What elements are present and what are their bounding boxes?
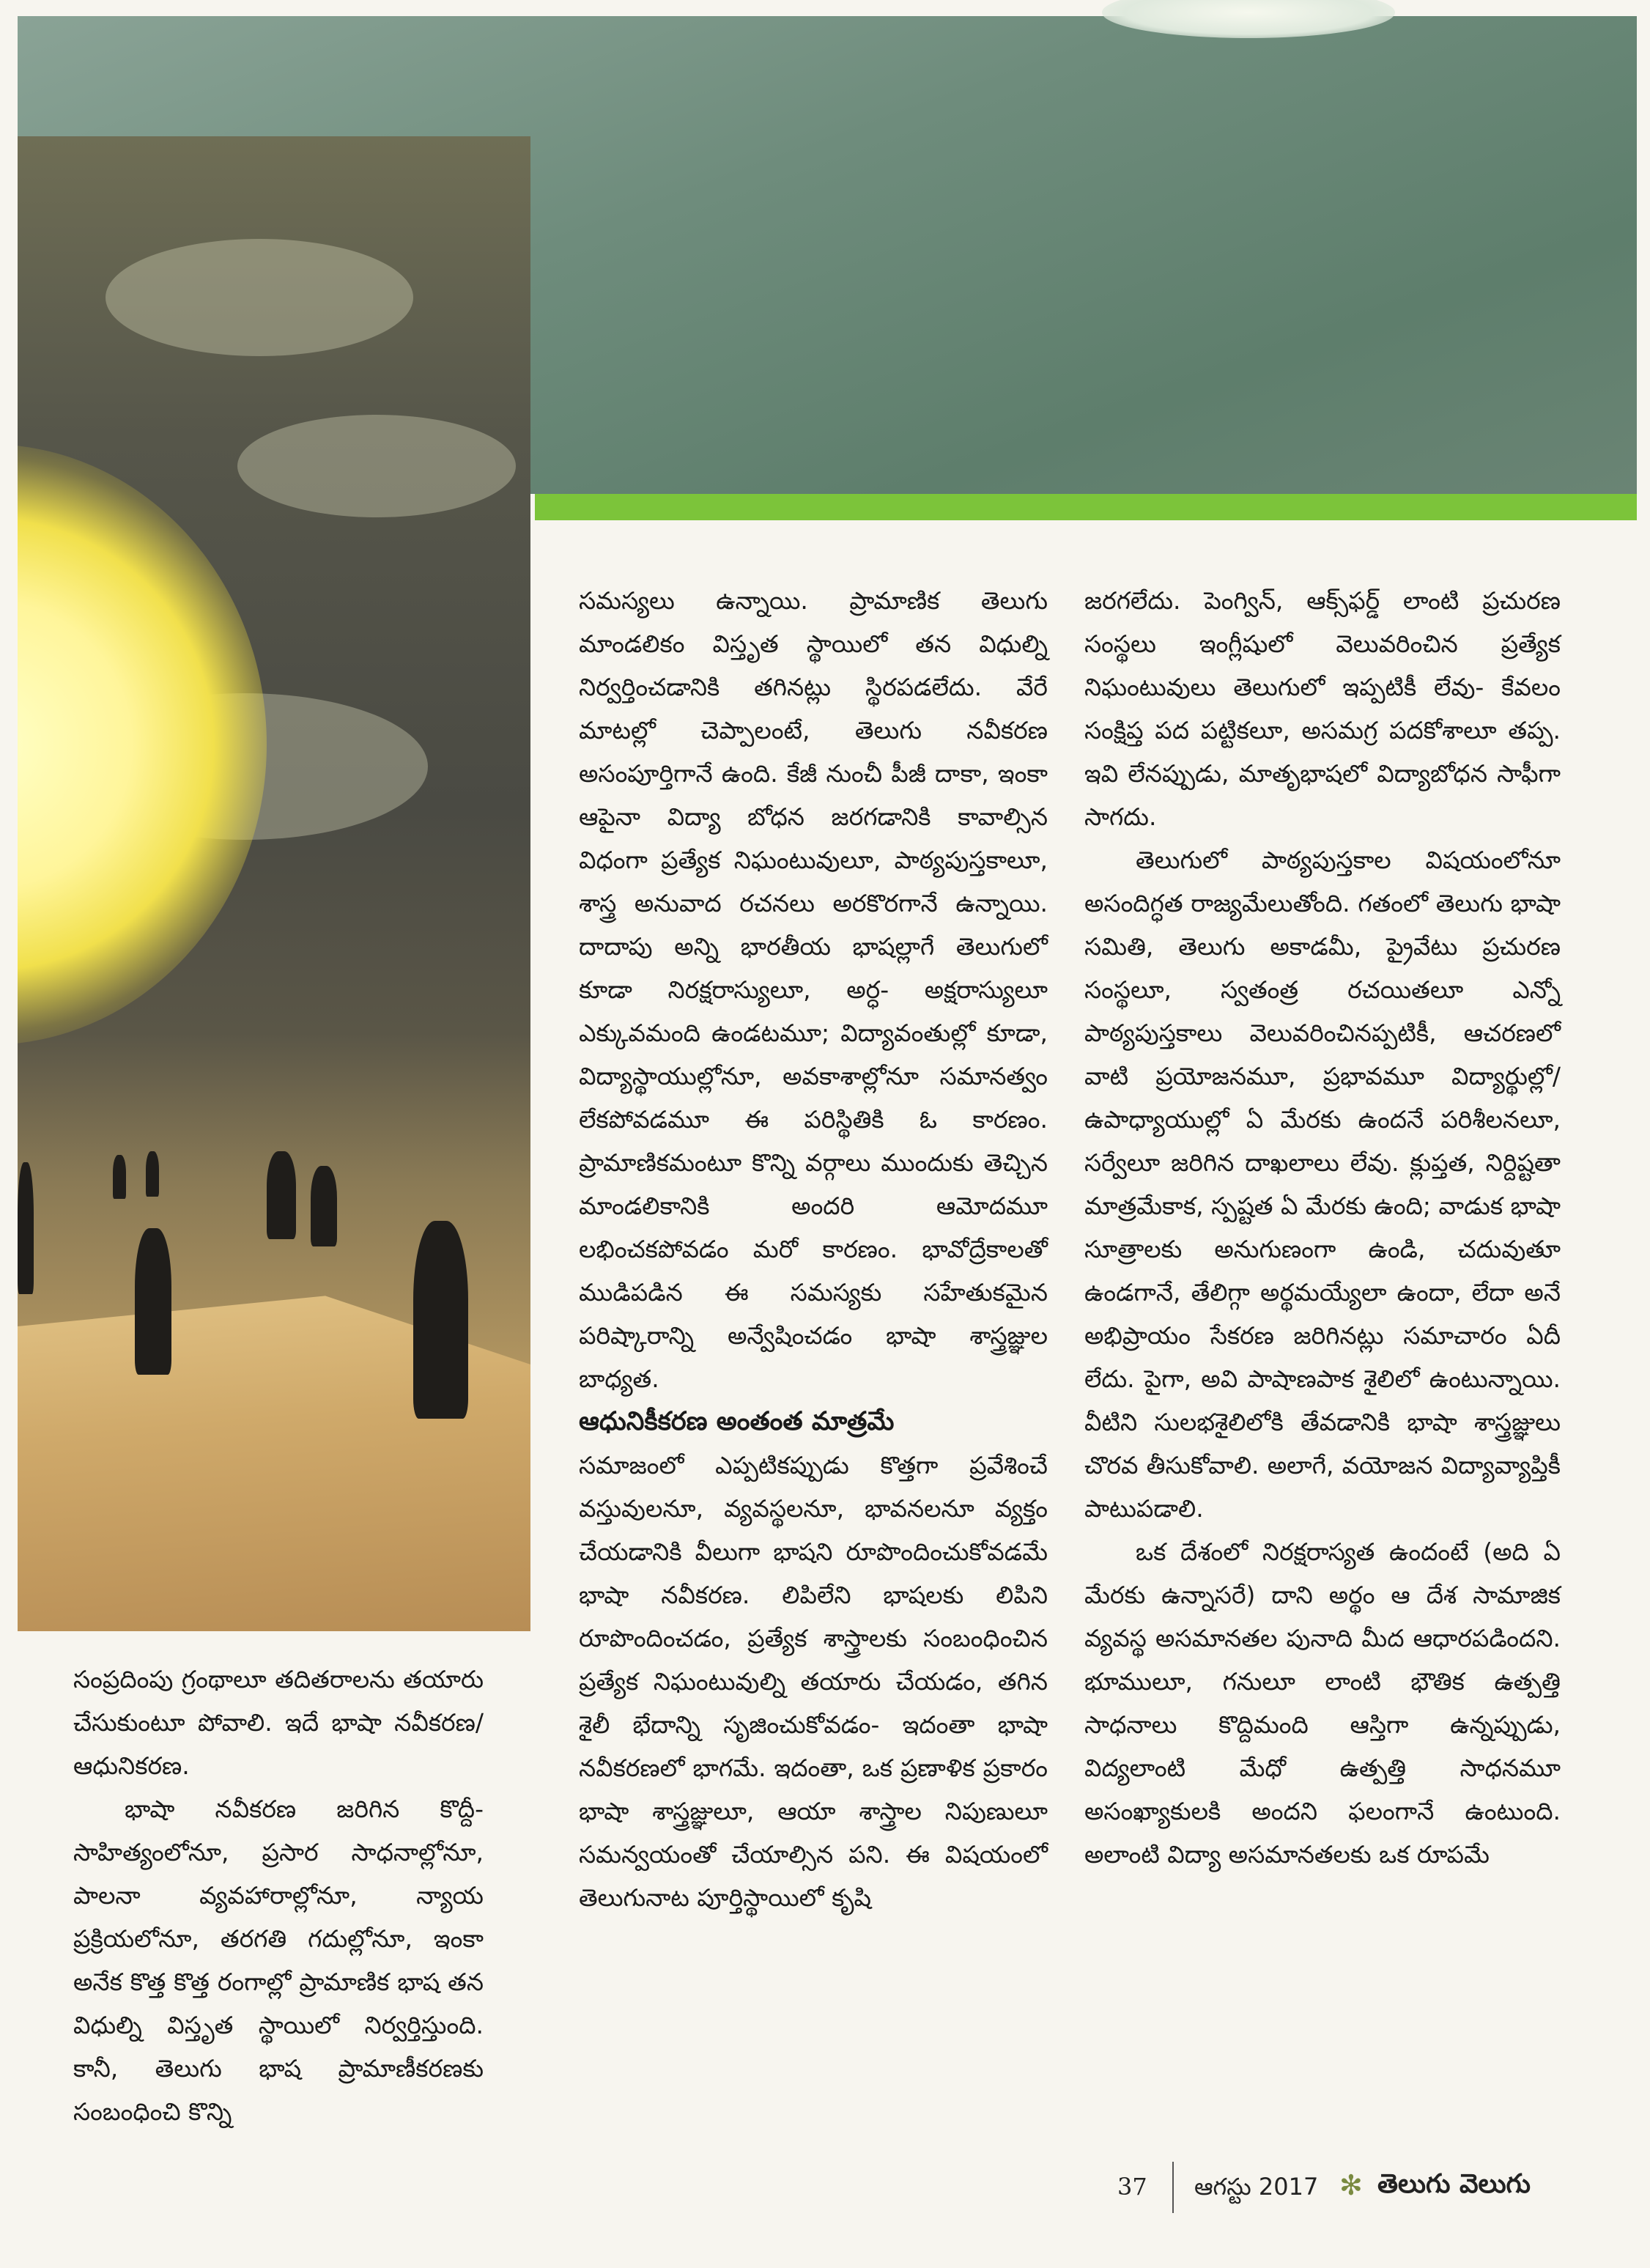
column-middle	[579, 579, 1048, 1919]
glowing-moon	[18, 444, 267, 1045]
illustration-photo	[18, 136, 530, 1631]
paragraph: ఒక దేశంలో నిరక్షరాస్యత ఉందంటే (అది ఏ మేరకు ఉన్నాసరే) దాని అర్థం ఆ దేశ సామాజిక వ్యవస్థ అసమానతల పునాది మీద ఆధారపడిందని. భూములూ, గనులూ లాంటి భౌతిక ఉత్పత్తి సాధనాలు కొద్దిమంది ఆస్తిగా ఉన్నప్పుడు, విద్యలాంటి మేధో ఉత్పత్తి సాధనమూ అసంఖ్యాకులకి అందని ఫలంగానే ఉంటుంది. అలాంటి విద్యా అసమానతలకు ఒక రూపమే	[1084, 1537, 1561, 1869]
paragraph: సమస్యలు ఉన్నాయి. ప్రామాణిక తెలుగు మాండలికం విస్తృత స్థాయిలో తన విధుల్ని నిర్వర్తించడానికి తగినట్లు స్థిరపడలేదు. వేరే మాటల్లో చెప్పాలంటే, తెలుగు నవీకరణ అసంపూర్తిగానే ఉంది. కేజీ నుంచీ పీజీ దాకా, ఇంకా ఆపైనా విద్యా బోధన జరగడానికి కావాల్సిన విధంగా ప్రత్యేక నిఘంటువులూ, పాఠ్యపుస్తకాలూ, శాస్త్ర అనువాద రచనలు అరకొరగానే ఉన్నాయి. దాదాపు అన్ని భారతీయ భాషల్లాగే తెలుగులో కూడా నిరక్షరాస్యులూ, అర్ధ- అక్షరాస్యులూ ఎక్కువమంది ఉండటమూ; విద్యావంతుల్లో కూడా, విద్యాస్థాయుల్లోనూ, అవకాశాల్లోనూ సమానత్వం లేకపోవడమూ ఈ పరిస్థితికి ఓ కారణం. ప్రామాణికమంటూ కొన్ని వర్గాలు ముందుకు తెచ్చిన మాండలికానికి అందరి ఆమోదమూ లభించకపోవడం మరో కారణం. భావోద్రేకాలతో ముడిపడిన ఈ సమస్యకు సహేతుకమైన పరిష్కారాన్ని అన్వేషించడం భాషా శాస్త్రజ్ఞుల బాధ్యత.	[579, 586, 1048, 1393]
paragraph: భాషా నవీకరణ జరిగిన కొద్దీ- సాహిత్యంలోనూ, ప్రసార సాధనాల్లోనూ, పాలనా వ్యవహారాల్లోనూ, న్యాయ ప్రక్రియలోనూ, తరగతి గదుల్లోనూ, ఇంకా అనేక కొత్త కొత్త రంగాల్లో ప్రామాణిక భాష తన విధుల్ని విస్తృత స్థాయిలో నిర్వర్తిస్తుంది. కానీ, తెలుగు భాష ప్రామాణీకరణకు సంబంధించి కొన్ని	[73, 1795, 484, 2126]
page-number: 37	[1117, 2173, 1147, 2201]
accent-strip	[535, 494, 1637, 520]
paragraph: తెలుగులో పాఠ్యపుస్తకాల విషయంలోనూ అసందిగ్ధత రాజ్యమేలుతోంది. గతంలో తెలుగు భాషా సమితి, తెలుగు అకాడమీ, ప్రైవేటు ప్రచురణ సంస్థలూ, స్వతంత్ర రచయితలూ ఎన్నో పాఠ్యపుస్తకాలు వెలువరించినప్పటికీ, ఆచరణలో వాటి ప్రయోజనమూ, ప్రభావమూ విద్యార్థుల్లో/ ఉపాధ్యాయుల్లో ఏ మేరకు ఉందనే పరిశీలనలూ, సర్వేలూ జరిగిన దాఖలాలు లేవు. క్లుప్తత, నిర్దిష్టతా మాత్రమేకాక, స్పష్టత ఏ మేరకు ఉంది; వాడుక భాషా సూత్రాలకు అనుగుణంగా ఉండి, చదువుతూ ఉండగానే, తేలిగ్గా అర్థమయ్యేలా ఉందా, లేదా అనే అభిప్రాయం సేకరణ జరిగినట్లు సమాచారం ఏదీ లేదు. పైగా, అవి పాషాణపాక శైలిలో ఉంటున్నాయి. వీటిని సులభశైలిలోకి తేవడానికి భాషా శాస్త్రజ్ఞులు చొరవ తీసుకోవాలి. అలాగే, వయోజన విద్యావ్యాప్తికీ పాటుపడాలి.	[1084, 846, 1561, 1523]
column-right	[1084, 579, 1561, 1876]
footer-divider	[1172, 2162, 1174, 2213]
section-subheading: ఆధునికీకరణ అంతంత మాత్రమే	[579, 1407, 895, 1436]
flower-icon: ✻	[1339, 2169, 1363, 2201]
issue-date: ఆగస్టు 2017	[1194, 2173, 1319, 2201]
paragraph: సంప్రదింపు గ్రంథాలూ తదితరాలను తయారు చేసుకుంటూ పోవాలి. ఇదే భాషా నవీకరణ/ఆధునికరణ.	[73, 1665, 484, 1780]
page-footer	[1084, 2169, 1597, 2213]
column-left	[73, 1658, 484, 2133]
banner-moon-glow	[1102, 0, 1395, 38]
paragraph: జరగలేదు. పెంగ్విన్, ఆక్స్‌ఫర్డ్ లాంటి ప్రచురణ సంస్థలు ఇంగ్లీషులో వెలువరించిన ప్రత్యేక నిఘంటువులు తెలుగులో ఇప్పటికీ లేవు- కేవలం సంక్షిప్త పద పట్టికలూ, అసమగ్ర పదకోశాలూ తప్ప. ఇవి లేనప్పుడు, మాతృభాషలో విద్యాబోధన సాఫీగా సాగదు.	[1084, 586, 1561, 831]
magazine-name: తెలుగు వెలుగు	[1377, 2169, 1531, 2199]
paragraph: సమాజంలో ఎప్పటికప్పుడు కొత్తగా ప్రవేశించే వస్తువులనూ, వ్యవస్థలనూ, భావనలనూ వ్యక్తం చేయడానికి వీలుగా భాషని రూపొందించుకోవడమే భాషా నవీకరణ. లిపిలేని భాషలకు లిపిని రూపొందించడం, ప్రత్యేక శాస్త్రాలకు సంబంధించిన ప్రత్యేక నిఘంటువుల్ని తయారు చేయడం, తగిన శైలీ భేదాన్ని సృజించుకోవడం- ఇదంతా భాషా నవీకరణలో భాగమే. ఇదంతా, ఒక ప్రణాళిక ప్రకారం భాషా శాస్త్రజ్ఞులూ, ఆయా శాస్త్రాల నిపుణులూ సమన్వయంతో చేయాల్సిన పని. ఈ విషయంలో తెలుగునాట పూర్తిస్థాయిలో కృషి	[579, 1451, 1048, 1912]
